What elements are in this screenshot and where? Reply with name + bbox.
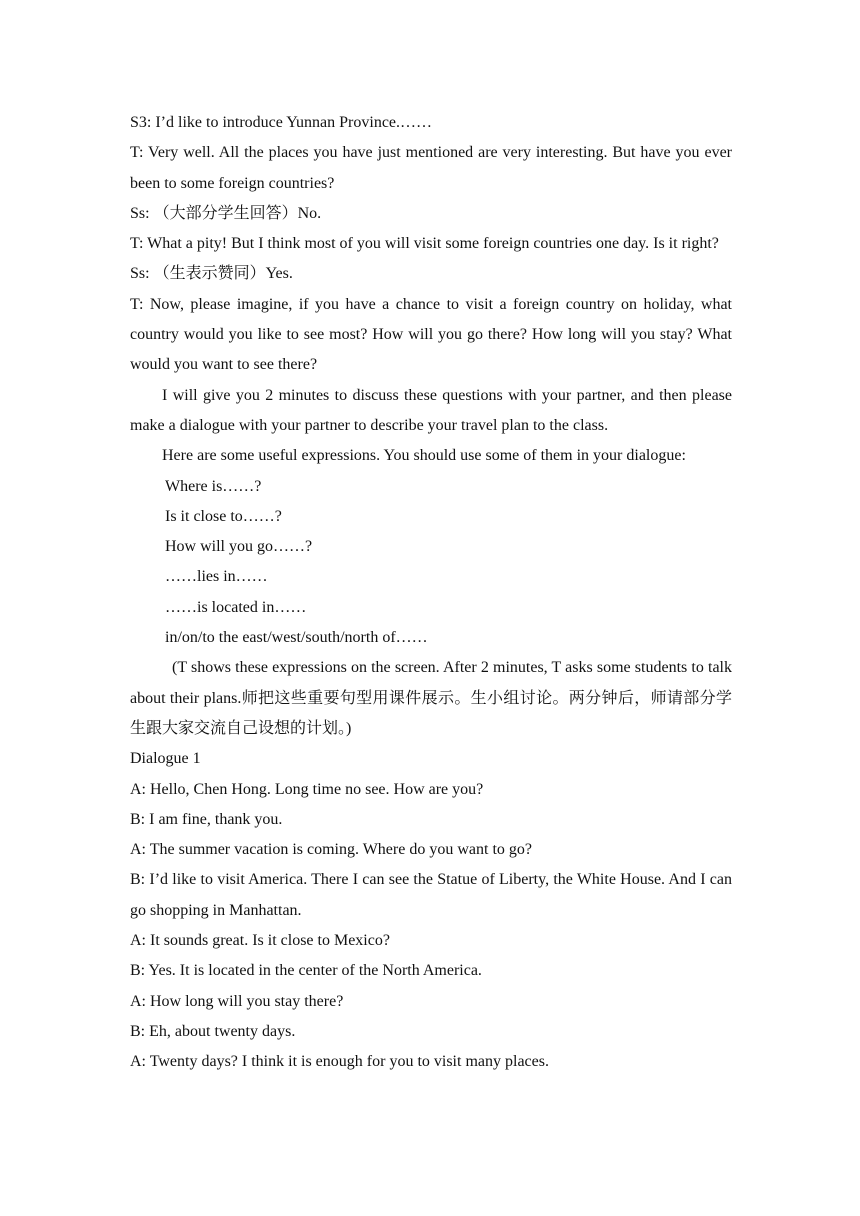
s3-line: S3: I’d like to introduce Yunnan Province.……	[130, 114, 433, 131]
instruction-paragraph: Here are some useful expressions. You should use some of them in your dialogue:	[162, 447, 686, 465]
dialogue-line: A: It sounds great. Is it close to Mexico?	[130, 932, 390, 950]
expression-item: Where is……?	[165, 477, 262, 495]
dialogue-line: A: The summer vacation is coming. Where do you want to go?	[130, 841, 532, 859]
dialogue-line: A: Twenty days? I think it is enough for you to visit many places.	[130, 1053, 549, 1071]
expression-item: How will you go……?	[165, 538, 313, 556]
teacher-line: T: What a pity! But I think most of you will visit some foreign countries one day. Is it right?	[130, 235, 719, 253]
expression-item: Is it close to……?	[165, 507, 282, 525]
dialogue-line: A: How long will you stay there?	[130, 992, 344, 1010]
dialogue-line: B: Yes. It is located in the center of the North America.	[130, 962, 482, 980]
teacher-line: T: Very well. All the places you have just mentioned are very interesting. But have you ever been to some foreign countries?	[130, 144, 732, 192]
expression-item: ……lies in……	[165, 568, 268, 586]
document-page	[130, 108, 732, 1078]
dialogue-line: B: Eh, about twenty days.	[130, 1022, 296, 1040]
teacher-line: T: Now, please imagine, if you have a chance to visit a foreign country on holiday, what country would you like to see most? How will you go there? How long will you stay? What would you want to see there?	[130, 295, 732, 374]
students-line: Ss: （大部分学生回答）No.	[130, 204, 322, 222]
expression-item: in/on/to the east/west/south/north of……	[165, 629, 428, 647]
expression-item: ……is located in……	[165, 598, 307, 616]
students-line: Ss: （生表示赞同）Yes.	[130, 265, 293, 283]
dialogue-heading: Dialogue 1	[130, 750, 201, 768]
teaching-note: (T shows these expressions on the screen. After 2 minutes, T asks some students to talk about their plans.师把这些重要句型用课件展示。生小组讨论。两分钟后，师请部分学生跟大家交流自己设想的计划。)	[130, 659, 732, 737]
dialogue-line: B: I am fine, thank you.	[130, 810, 283, 828]
instruction-paragraph: I will give you 2 minutes to discuss these questions with your partner, and then please make a dialogue with your partner to describe your travel plan to the class.	[130, 386, 732, 434]
dialogue-line: A: Hello, Chen Hong. Long time no see. How are you?	[130, 780, 484, 798]
dialogue-line: B: I’d like to visit America. There I can see the Statue of Liberty, the White House. And I can go shopping in Manhattan.	[130, 871, 732, 919]
